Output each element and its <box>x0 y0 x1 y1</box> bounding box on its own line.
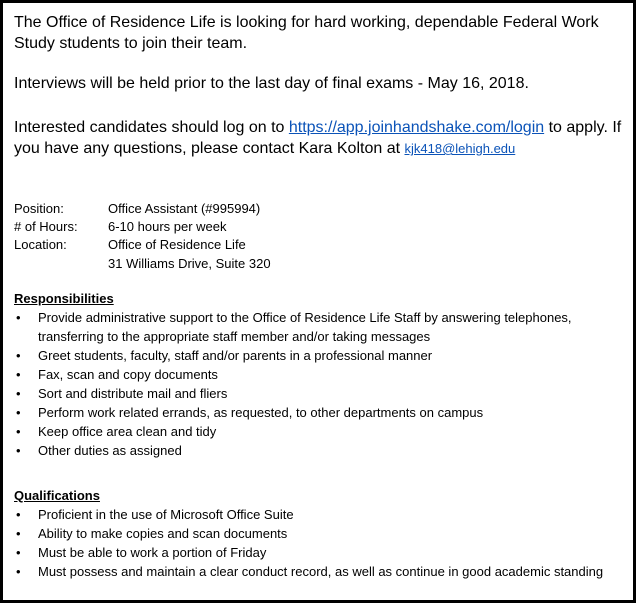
responsibility-text: Greet students, faculty, staff and/or parents in a professional manner <box>38 348 433 363</box>
hours-value: 6-10 hours per week <box>108 219 227 234</box>
handshake-link[interactable]: https://app.joinhandshake.com/login <box>288 119 545 136</box>
responsibility-item <box>14 403 626 422</box>
location-label: Location: <box>14 237 67 252</box>
responsibility-item <box>14 308 626 346</box>
responsibility-item <box>14 441 626 460</box>
qualification-text: Must be able to work a portion of Friday <box>38 545 267 560</box>
responsibility-text: Fax, scan and copy documents <box>38 367 218 382</box>
apply-paragraph <box>14 117 624 159</box>
bullet-icon: • <box>16 564 21 579</box>
qualification-item <box>14 562 626 581</box>
location-line2: 31 Williams Drive, Suite 320 <box>108 256 271 271</box>
bullet-icon: • <box>16 386 21 401</box>
responsibility-item <box>14 346 626 365</box>
qualification-text: Proficient in the use of Microsoft Office Suite <box>38 507 294 522</box>
contact-email-link[interactable]: kjk418@lehigh.edu <box>404 141 516 156</box>
apply-text-after: to apply. If you have any questions, please contact Kara Kolton at <box>14 119 622 157</box>
position-value: Office Assistant (#995994) <box>108 201 261 216</box>
responsibility-text: Keep office area clean and tidy <box>38 424 217 439</box>
responsibility-item <box>14 365 626 384</box>
intro-paragraph: The Office of Residence Life is looking for hard working, dependable Federal Work Study students to join their team. <box>14 14 599 52</box>
position-label: Position: <box>14 201 64 216</box>
responsibility-text: Other duties as assigned <box>38 443 182 458</box>
responsibility-item <box>14 384 626 403</box>
bullet-icon: • <box>16 348 21 363</box>
bullet-icon: • <box>16 526 21 541</box>
bullet-icon: • <box>16 424 21 439</box>
hours-label: # of Hours: <box>14 219 78 234</box>
bullet-icon: • <box>16 310 21 325</box>
bullet-icon: • <box>16 367 21 382</box>
apply-text-before: Interested candidates should log on to <box>14 119 289 136</box>
responsibility-text: Sort and distribute mail and fliers <box>38 386 228 401</box>
qualifications-heading: Qualifications <box>14 488 100 503</box>
bullet-icon: • <box>16 405 21 420</box>
bullet-icon: • <box>16 545 21 560</box>
responsibility-item <box>14 422 626 441</box>
qualification-text: Must possess and maintain a clear conduct record, as well as continue in good academic standing <box>38 564 604 579</box>
qualification-item <box>14 543 626 562</box>
qualification-item <box>14 505 626 524</box>
location-line1: Office of Residence Life <box>108 237 246 252</box>
responsibilities-heading: Responsibilities <box>14 291 114 306</box>
interviews-paragraph: Interviews will be held prior to the last day of final exams - May 16, 2018. <box>14 75 529 92</box>
qualification-text: Ability to make copies and scan documents <box>38 526 288 541</box>
bullet-icon: • <box>16 507 21 522</box>
responsibility-text: Provide administrative support to the Office of Residence Life Staff by answering telephones, transferring to the appropriate staff member and/or taking messages <box>38 310 572 344</box>
bullet-icon: • <box>16 443 21 458</box>
qualification-item <box>14 524 626 543</box>
responsibility-text: Perform work related errands, as requested, to other departments on campus <box>38 405 484 420</box>
